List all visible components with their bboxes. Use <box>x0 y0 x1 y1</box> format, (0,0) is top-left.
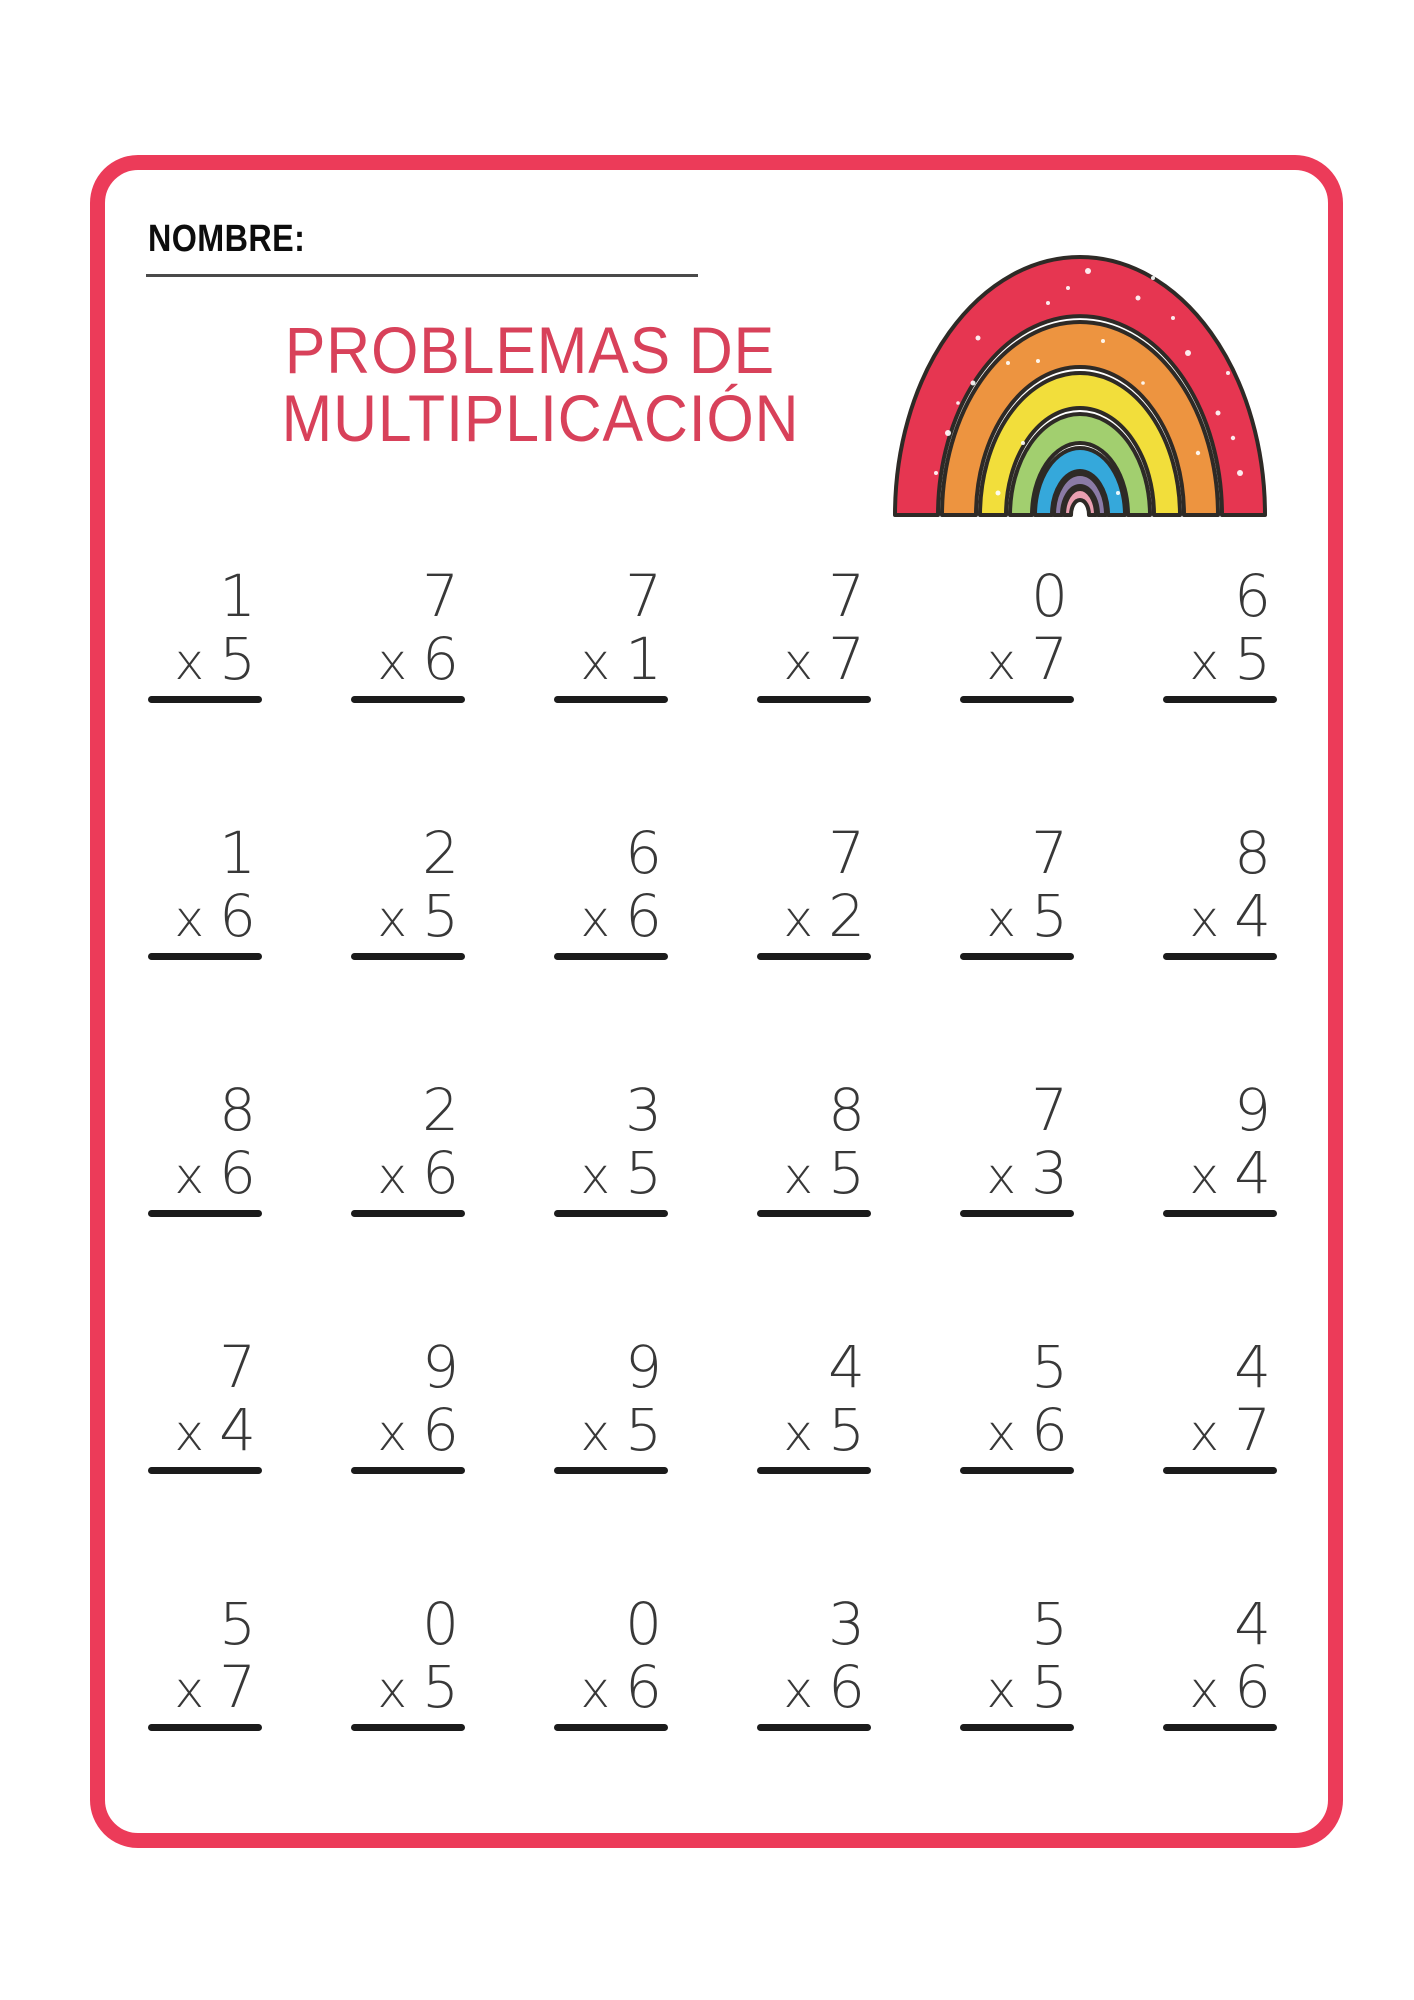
multiplication-problem <box>148 819 262 1079</box>
multiplier: 6 <box>422 1139 459 1207</box>
answer-line <box>1163 1210 1277 1217</box>
answer-line <box>554 1210 668 1217</box>
multiplier-row <box>960 1653 1074 1721</box>
multiplicand: 7 <box>828 819 865 887</box>
rainbow-speckle <box>1151 276 1155 280</box>
multiplicand: 2 <box>422 819 459 887</box>
rainbow-speckle <box>976 336 981 341</box>
multiplicand: 7 <box>422 562 459 630</box>
multiplier: 5 <box>422 882 459 950</box>
multiplicand: 3 <box>828 1590 865 1658</box>
rainbow-speckle <box>1101 339 1105 343</box>
multiplier: 5 <box>828 1396 865 1464</box>
multiplication-problem <box>1163 1333 1277 1593</box>
multiplier-row <box>960 1139 1074 1207</box>
multiplier-row <box>351 1396 465 1464</box>
multiplier: 6 <box>1234 1653 1271 1721</box>
multiplication-problem <box>351 1333 465 1593</box>
answer-line <box>960 1724 1074 1731</box>
multiplier-row <box>148 1653 262 1721</box>
multiplication-problem <box>960 1590 1074 1850</box>
multiply-operator: x <box>1189 1404 1220 1462</box>
multiplier-row <box>351 625 465 693</box>
multiply-operator: x <box>986 1404 1017 1462</box>
multiplier: 6 <box>625 1653 662 1721</box>
multiplication-problem <box>960 562 1074 822</box>
worksheet-title-line-2: MULTIPLICACIÓN <box>281 381 800 455</box>
multiplication-problem <box>554 1590 668 1850</box>
name-label: NOMBRE: <box>148 218 306 260</box>
multiplier-row <box>148 882 262 950</box>
multiplication-problem <box>554 562 668 822</box>
multiplier: 5 <box>1234 625 1271 693</box>
multiplicand: 5 <box>1031 1333 1068 1401</box>
answer-line <box>960 1467 1074 1474</box>
answer-line <box>757 953 871 960</box>
answer-line <box>554 696 668 703</box>
multiplication-problem <box>757 819 871 1079</box>
multiplicand: 8 <box>1234 819 1271 887</box>
multiplicand: 4 <box>1234 1590 1271 1658</box>
answer-line <box>1163 953 1277 960</box>
multiply-operator: x <box>174 633 205 691</box>
rainbow-speckle <box>1185 350 1191 356</box>
answer-line <box>148 953 262 960</box>
multiply-operator: x <box>377 890 408 948</box>
rainbow-speckle <box>1021 441 1025 445</box>
rainbow-speckle <box>996 491 1001 496</box>
multiplication-problem <box>351 1590 465 1850</box>
multiply-operator: x <box>580 890 611 948</box>
answer-line <box>757 1210 871 1217</box>
answer-line <box>960 696 1074 703</box>
rainbow-speckle <box>1237 470 1243 476</box>
multiplier: 5 <box>1031 882 1068 950</box>
multiplication-problem <box>554 1333 668 1593</box>
multiplicand: 9 <box>625 1333 662 1401</box>
multiplicand: 8 <box>828 1076 865 1144</box>
multiplicand: 5 <box>219 1590 256 1658</box>
multiplication-problem <box>757 1590 871 1850</box>
multiply-operator: x <box>783 890 814 948</box>
multiply-operator: x <box>377 1147 408 1205</box>
multiply-operator: x <box>580 633 611 691</box>
multiplier: 6 <box>219 882 256 950</box>
answer-line <box>148 696 262 703</box>
multiplication-problem <box>148 1333 262 1593</box>
multiply-operator: x <box>580 1147 611 1205</box>
multiplier-row <box>554 882 668 950</box>
multiplier: 7 <box>828 625 865 693</box>
rainbow-speckle <box>1046 301 1050 305</box>
multiplier: 5 <box>1031 1653 1068 1721</box>
answer-line <box>554 953 668 960</box>
multiplier: 4 <box>1234 882 1271 950</box>
multiply-operator: x <box>1189 890 1220 948</box>
multiplication-problem <box>148 562 262 822</box>
answer-line <box>148 1467 262 1474</box>
multiplier: 2 <box>828 882 865 950</box>
multiplier-row <box>554 1396 668 1464</box>
rainbow-icon <box>888 243 1273 520</box>
multiplier: 4 <box>219 1396 256 1464</box>
multiplier-row <box>757 1396 871 1464</box>
rainbow-speckle <box>956 401 960 405</box>
rainbow-speckle <box>1116 491 1120 495</box>
multiplier-row <box>554 1139 668 1207</box>
multiplier: 6 <box>828 1653 865 1721</box>
answer-line <box>1163 696 1277 703</box>
multiplier-row <box>148 1396 262 1464</box>
answer-line <box>757 696 871 703</box>
rainbow-speckle <box>1066 286 1070 290</box>
multiplier: 6 <box>219 1139 256 1207</box>
multiplication-problem <box>351 562 465 822</box>
multiplicand: 0 <box>1031 562 1068 630</box>
answer-line <box>351 1467 465 1474</box>
multiplier: 5 <box>625 1139 662 1207</box>
multiplication-problem <box>757 562 871 822</box>
rainbow-speckle <box>1141 381 1145 385</box>
answer-line <box>148 1724 262 1731</box>
rainbow-speckle <box>1171 316 1175 320</box>
rainbow-speckle <box>1226 371 1230 375</box>
multiplicand: 9 <box>422 1333 459 1401</box>
multiply-operator: x <box>783 1147 814 1205</box>
multiplicand: 7 <box>219 1333 256 1401</box>
multiplication-problem <box>351 1076 465 1336</box>
multiplier-row <box>960 882 1074 950</box>
multiplicand: 2 <box>422 1076 459 1144</box>
multiply-operator: x <box>1189 1147 1220 1205</box>
multiplier-row <box>757 1139 871 1207</box>
multiplier: 5 <box>219 625 256 693</box>
multiplicand: 5 <box>1031 1590 1068 1658</box>
multiplication-problem <box>757 1333 871 1593</box>
multiplier: 6 <box>1031 1396 1068 1464</box>
multiplier-row <box>757 1653 871 1721</box>
multiplication-problem <box>554 819 668 1079</box>
multiplier: 6 <box>625 882 662 950</box>
name-fill-line <box>146 274 698 277</box>
multiply-operator: x <box>783 633 814 691</box>
multiplier: 6 <box>422 625 459 693</box>
multiplier-row <box>148 1139 262 1207</box>
multiply-operator: x <box>174 1404 205 1462</box>
multiplicand: 6 <box>625 819 662 887</box>
answer-line <box>1163 1724 1277 1731</box>
answer-line <box>554 1467 668 1474</box>
multiply-operator: x <box>1189 1661 1220 1719</box>
multiplicand: 7 <box>828 562 865 630</box>
multiplier-row <box>1163 1653 1277 1721</box>
multiplication-problem <box>1163 1076 1277 1336</box>
multiplier-row <box>554 625 668 693</box>
multiplication-problem <box>554 1076 668 1336</box>
answer-line <box>960 1210 1074 1217</box>
multiplier-row <box>1163 1139 1277 1207</box>
multiplicand: 7 <box>1031 819 1068 887</box>
multiply-operator: x <box>986 1147 1017 1205</box>
problems-grid <box>148 562 1277 1850</box>
multiplier: 7 <box>1234 1396 1271 1464</box>
rainbow-speckle <box>971 381 976 386</box>
rainbow-speckle <box>1231 436 1235 440</box>
worksheet-title-line-1: PROBLEMAS DE <box>284 313 776 387</box>
answer-line <box>757 1467 871 1474</box>
multiplier-row <box>1163 1396 1277 1464</box>
multiplier: 5 <box>625 1396 662 1464</box>
multiplier: 6 <box>422 1396 459 1464</box>
multiplication-problem <box>1163 819 1277 1079</box>
multiplier: 5 <box>422 1653 459 1721</box>
rainbow-speckle <box>1216 411 1221 416</box>
multiplication-problem <box>960 1333 1074 1593</box>
answer-line <box>351 953 465 960</box>
rainbow-speckle <box>945 430 951 436</box>
multiplicand: 9 <box>1234 1076 1271 1144</box>
multiplier-row <box>554 1653 668 1721</box>
rainbow-speckle <box>1196 451 1200 455</box>
answer-line <box>148 1210 262 1217</box>
rainbow-speckle <box>1036 359 1040 363</box>
multiply-operator: x <box>377 1404 408 1462</box>
multiply-operator: x <box>174 890 205 948</box>
multiplicand: 7 <box>625 562 662 630</box>
answer-line <box>1163 1467 1277 1474</box>
multiplication-problem <box>148 1590 262 1850</box>
multiplication-problem <box>960 1076 1074 1336</box>
multiply-operator: x <box>783 1404 814 1462</box>
multiplier: 7 <box>219 1653 256 1721</box>
answer-line <box>351 1210 465 1217</box>
multiplicand: 0 <box>422 1590 459 1658</box>
multiplier-row <box>148 625 262 693</box>
multiplication-problem <box>1163 1590 1277 1850</box>
multiplier-row <box>351 1139 465 1207</box>
multiplication-problem <box>351 819 465 1079</box>
multiply-operator: x <box>1189 633 1220 691</box>
answer-line <box>960 953 1074 960</box>
multiplier-row <box>960 625 1074 693</box>
answer-line <box>351 1724 465 1731</box>
multiply-operator: x <box>580 1661 611 1719</box>
answer-line <box>757 1724 871 1731</box>
multiply-operator: x <box>986 890 1017 948</box>
rainbow-speckle <box>1006 361 1010 365</box>
multiplicand: 3 <box>625 1076 662 1144</box>
multiplicand: 1 <box>219 819 256 887</box>
multiply-operator: x <box>174 1661 205 1719</box>
multiplier-row <box>757 882 871 950</box>
multiplier-row <box>351 882 465 950</box>
multiplier-row <box>960 1396 1074 1464</box>
answer-line <box>351 696 465 703</box>
multiplication-problem <box>757 1076 871 1336</box>
rainbow-speckle <box>1085 268 1091 274</box>
rainbow-speckle <box>1136 296 1141 301</box>
multiply-operator: x <box>580 1404 611 1462</box>
multiplicand: 6 <box>1234 562 1271 630</box>
multiplier-row <box>1163 625 1277 693</box>
multiplication-problem <box>960 819 1074 1079</box>
multiplier: 5 <box>828 1139 865 1207</box>
multiplier: 4 <box>1234 1139 1271 1207</box>
multiply-operator: x <box>174 1147 205 1205</box>
multiplicand: 1 <box>219 562 256 630</box>
multiplier-row <box>351 1653 465 1721</box>
answer-line <box>554 1724 668 1731</box>
multiplicand: 8 <box>219 1076 256 1144</box>
multiplicand: 7 <box>1031 1076 1068 1144</box>
multiply-operator: x <box>377 633 408 691</box>
multiplication-problem <box>1163 562 1277 822</box>
multiplier: 7 <box>1031 625 1068 693</box>
multiplier-row <box>757 625 871 693</box>
multiply-operator: x <box>986 633 1017 691</box>
multiply-operator: x <box>377 1661 408 1719</box>
multiplier: 1 <box>625 625 662 693</box>
worksheet-title <box>281 313 800 455</box>
multiplicand: 0 <box>625 1590 662 1658</box>
rainbow-speckle <box>934 471 938 475</box>
multiply-operator: x <box>783 1661 814 1719</box>
multiplier: 3 <box>1031 1139 1068 1207</box>
multiplication-problem <box>148 1076 262 1336</box>
multiplicand: 4 <box>1234 1333 1271 1401</box>
multiplier-row <box>1163 882 1277 950</box>
multiply-operator: x <box>986 1661 1017 1719</box>
multiplicand: 4 <box>828 1333 865 1401</box>
